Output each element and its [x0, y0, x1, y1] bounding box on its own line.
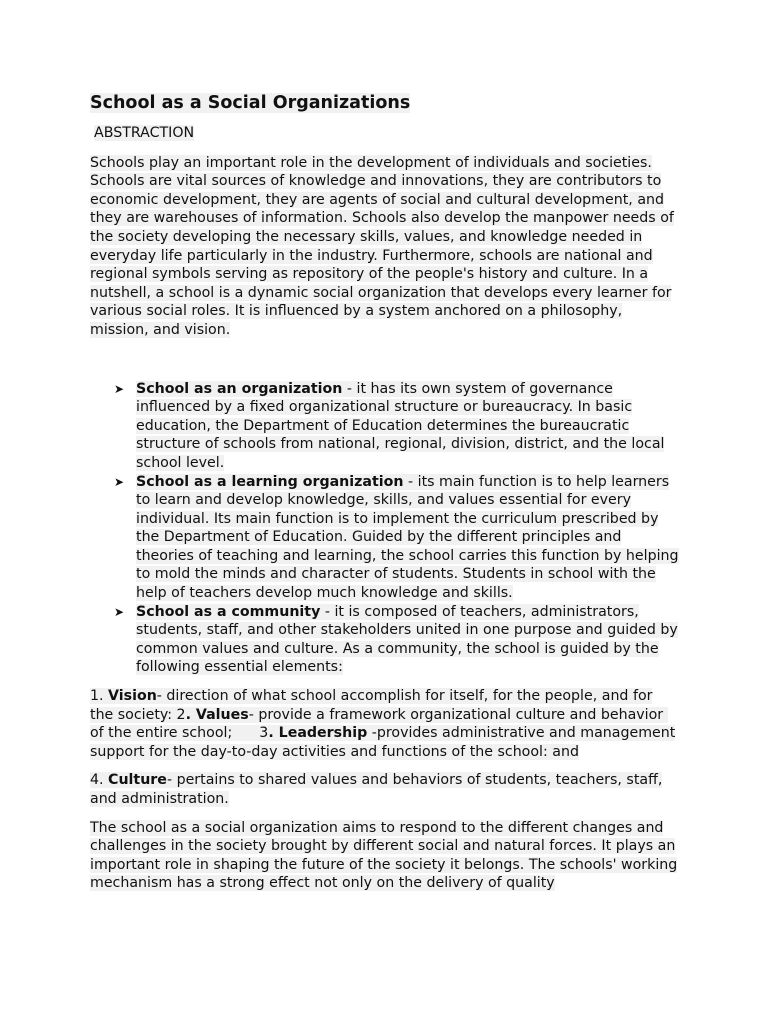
- leadership-text: -provides administrative and management support for the day-to-day activities and functions of the school: and: [90, 725, 676, 760]
- bullet-term: School as a community: [136, 603, 321, 620]
- element-number: 4.: [90, 772, 109, 789]
- elements-paragraph: [90, 687, 680, 761]
- list-item: [114, 380, 680, 473]
- document-page: [90, 92, 680, 893]
- vision-term: Vision: [108, 688, 157, 705]
- page-title: [90, 92, 680, 114]
- section-heading-text: ABSTRACTION: [94, 125, 195, 141]
- vision-text: - direction of what school accomplish for itself, for the people, and for the society: 2: [90, 688, 653, 723]
- culture-text: - pertains to shared values and behaviors of students, teachers, staff, and administration.: [90, 772, 663, 807]
- element-number: 1.: [90, 688, 109, 705]
- intro-paragraph: [90, 154, 680, 340]
- list-item: [114, 473, 680, 603]
- culture-term: Culture: [108, 772, 167, 789]
- culture-paragraph: [90, 771, 680, 808]
- leadership-term: . Leadership: [268, 725, 368, 742]
- bullet-term: School as a learning organization: [136, 473, 404, 490]
- bullet-text: - it has its own system of governance influenced by a fixed organizational structure or bureaucracy. In basic education, the Department of Education determines the bureaucratic structure of schools from national, regional, division, district, and the local school level.: [136, 380, 665, 471]
- bullet-text: - its main function is to help learners to learn and develop knowledge, skills, and values essential for every individual. Its main function is to implement the curriculum prescribed by the Department of Education. Guided by the different principles and theories of teaching and learning, the school carries this function by helping to mold the minds and character of students. Students in school with the help of teachers develop much knowledge and skills.: [136, 473, 679, 602]
- closing-text: The school as a social organization aims to respond to the different changes and challenges in the society brought by different social and natural forces. It plays an important role in shaping the future of the society it belongs. The schools' working mechanism has a strong effect not only on the delivery of quality: [90, 819, 678, 892]
- intro-text: Schools play an important role in the development of individuals and societies. Schools are vital sources of knowledge and innovations, they are contributors to economic development, they are agents of social and cultural development, and they are warehouses of information. Schools also develop the manpower needs of the society developing the necessary skills, values, and knowledge needed in everyday life particularly in the industry. Furthermore, schools are national and regional symbols serving as repository of the people's history and culture. In a nutshell, a school is a dynamic social organization that develops every learner for various social roles. It is influenced by a system anchored on a philosophy, mission, and vision.: [90, 154, 674, 338]
- arrow-bullet-icon: ➤: [114, 381, 125, 396]
- bullet-list: [90, 380, 680, 678]
- bullet-term: School as an organization: [136, 380, 343, 397]
- values-term: . Values: [185, 706, 249, 723]
- values-text: - provide a framework organizational culture and behavior of the entire school; 3: [90, 706, 668, 742]
- arrow-bullet-icon: ➤: [114, 604, 125, 619]
- arrow-bullet-icon: ➤: [114, 474, 125, 489]
- list-item: [114, 603, 680, 677]
- closing-paragraph: [90, 819, 680, 893]
- bullet-text: - it is composed of teachers, administrators, students, staff, and other stakeholders united in one purpose and guided by common values and culture. As a community, the school is guided by the following essential elements:: [136, 603, 678, 676]
- section-heading: [94, 124, 680, 143]
- title-text: School as a Social Organizations: [90, 93, 411, 113]
